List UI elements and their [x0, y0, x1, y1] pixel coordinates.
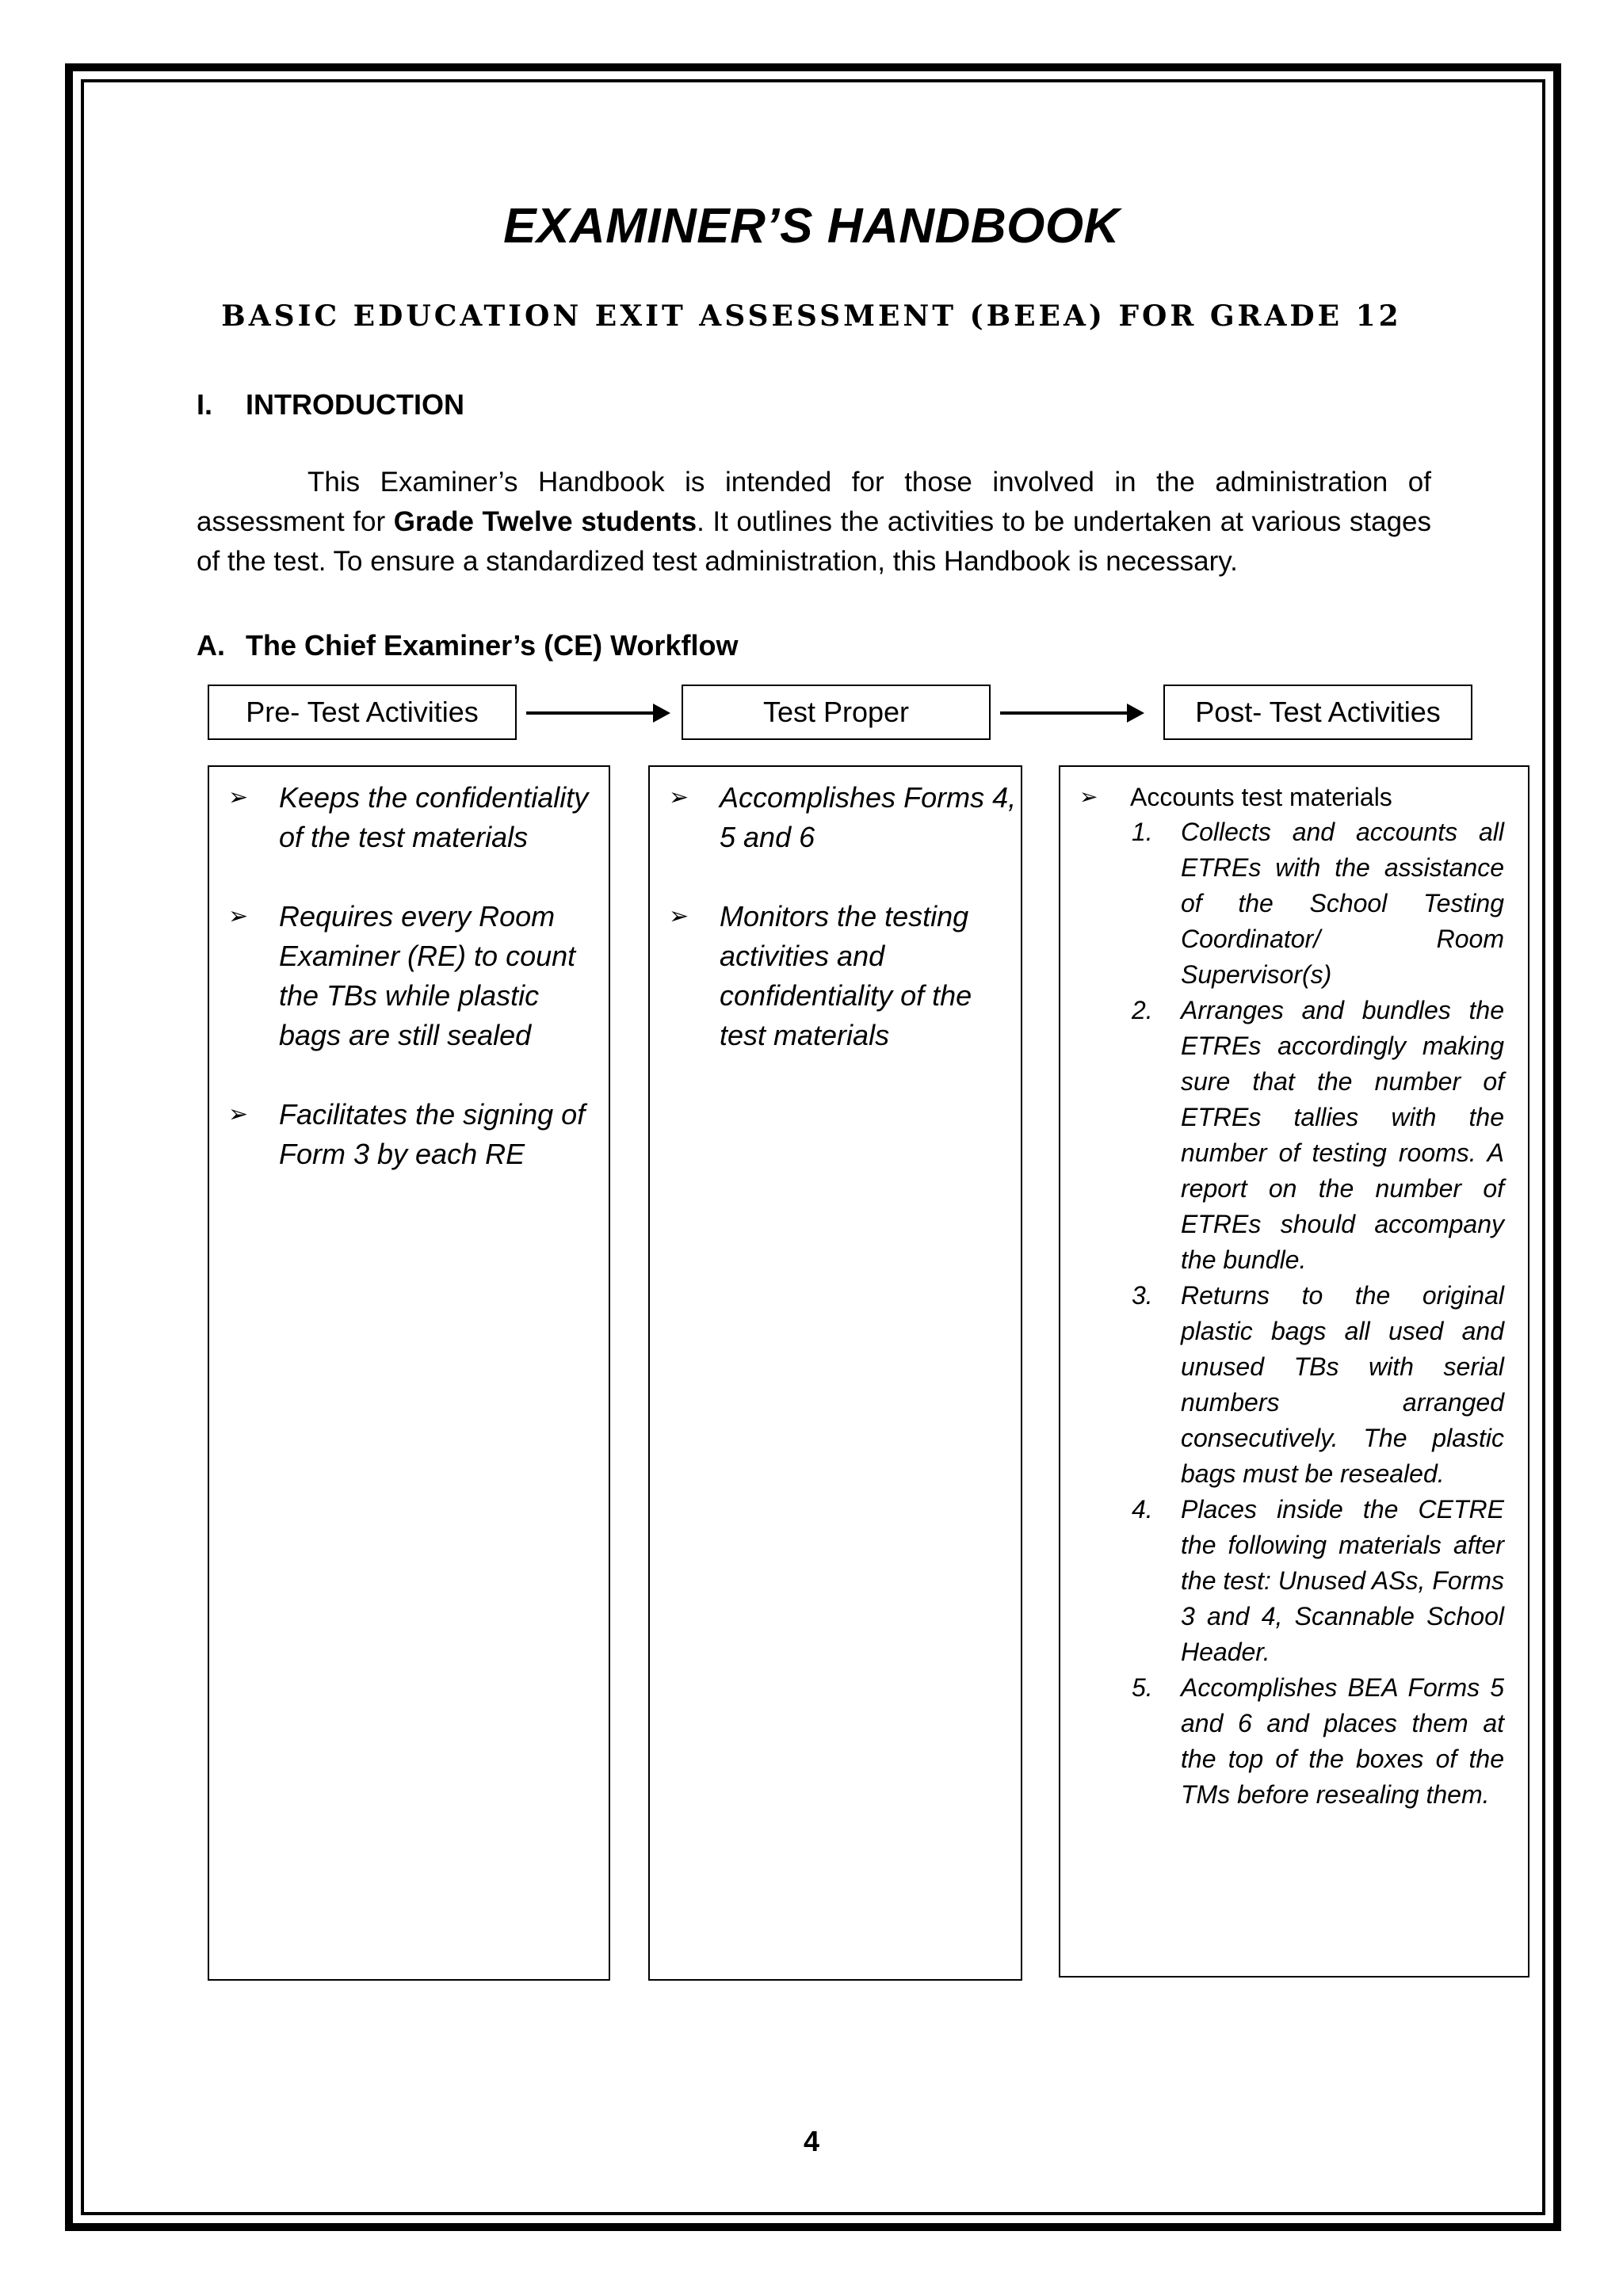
list-item: ➢ Accomplishes Forms 4, 5 and 6 [650, 778, 1021, 857]
list-item: 1. Collects and accounts all ETREs with the assistance of the School Testing Coordinator/ Room Supervisor(s) [1132, 818, 1504, 989]
post-test-numbered-list [1060, 814, 1528, 1813]
list-item: ➢ Facilitates the signing of Form 3 by each RE [209, 1095, 609, 1174]
list-item: ➢ Monitors the testing activities and confidentiality of the test materials [650, 897, 1021, 1055]
subsection-number: A. [197, 629, 225, 662]
section-heading-introduction [197, 388, 464, 421]
stage-box-test-proper [682, 685, 991, 740]
list-item: ➢ Requires every Room Examiner (RE) to count the TBs while plastic bags are still sealed [209, 897, 609, 1055]
post-test-heading: ➢ Accounts test materials [1060, 780, 1528, 814]
subsection-heading-workflow [197, 629, 738, 662]
stage-box-post-test [1163, 685, 1472, 740]
page-number: 4 [803, 2125, 820, 2157]
arrowhead-bullet-icon: ➢ [228, 903, 249, 929]
test-proper-list [650, 778, 1021, 1055]
intro-text-end: . It outlines the activities to be undertaken at various stages of the test. To ensure a standardized test administration, this Handbook is necessary. [197, 506, 1431, 577]
list-item: ➢ Keeps the confidentiality of the test materials [209, 778, 609, 857]
intro-bold-text: Grade Twelve students [393, 506, 697, 537]
pre-test-list [209, 778, 609, 1174]
intro-text-start: This Examiner’s Handbook is intended for those involved in the administration of assessment for [197, 467, 1431, 537]
document-subtitle: BASIC EDUCATION EXIT ASSESSMENT (BEEA) FOR GRADE 12 [221, 299, 1402, 333]
document-title: EXAMINER’S HANDBOOK [503, 199, 1120, 254]
stage-box-pre-test [208, 685, 517, 740]
pre-test-activities-box [208, 765, 610, 1981]
section-title: INTRODUCTION [246, 388, 464, 421]
arrowhead-bullet-icon: ➢ [228, 1101, 249, 1127]
arrowhead-bullet-icon: ➢ [669, 784, 689, 810]
post-test-activities-box [1059, 765, 1529, 1978]
list-item: 5. Accomplishes BEA Forms 5 and 6 and places them at the top of the boxes of the TMs before resealing them. [1132, 1673, 1504, 1809]
stage-label-test-proper: Test Proper [762, 696, 910, 728]
arrowhead-bullet-icon: ➢ [228, 784, 249, 810]
arrowhead-bullet-icon: ➢ [669, 903, 689, 929]
arrowhead-bullet-icon: ➢ [1079, 784, 1098, 809]
list-item: 2. Arranges and bundles the ETREs accordingly making sure that the number of ETREs tallies with the number of testing rooms. A report on the number of ETREs should accompany the bundle. [1132, 996, 1504, 1274]
arrow-right-icon [1000, 711, 1141, 715]
stage-label-post-test: Post- Test Activities [1195, 696, 1441, 728]
stage-label-pre-test: Pre- Test Activities [246, 696, 479, 728]
subsection-title: The Chief Examiner’s (CE) Workflow [246, 629, 739, 662]
list-item: 3. Returns to the original plastic bags all used and unused TBs with serial numbers arranged consecutively. The plastic bags must be resealed. [1132, 1281, 1504, 1488]
list-item: 4. Places inside the CETRE the following materials after the test: Unused ASs, Forms 3 and 4, Scannable School Header. [1132, 1495, 1504, 1666]
test-proper-box [648, 765, 1022, 1981]
arrow-right-icon [526, 711, 667, 715]
introduction-paragraph [197, 463, 1431, 582]
section-number: I. [197, 388, 213, 421]
